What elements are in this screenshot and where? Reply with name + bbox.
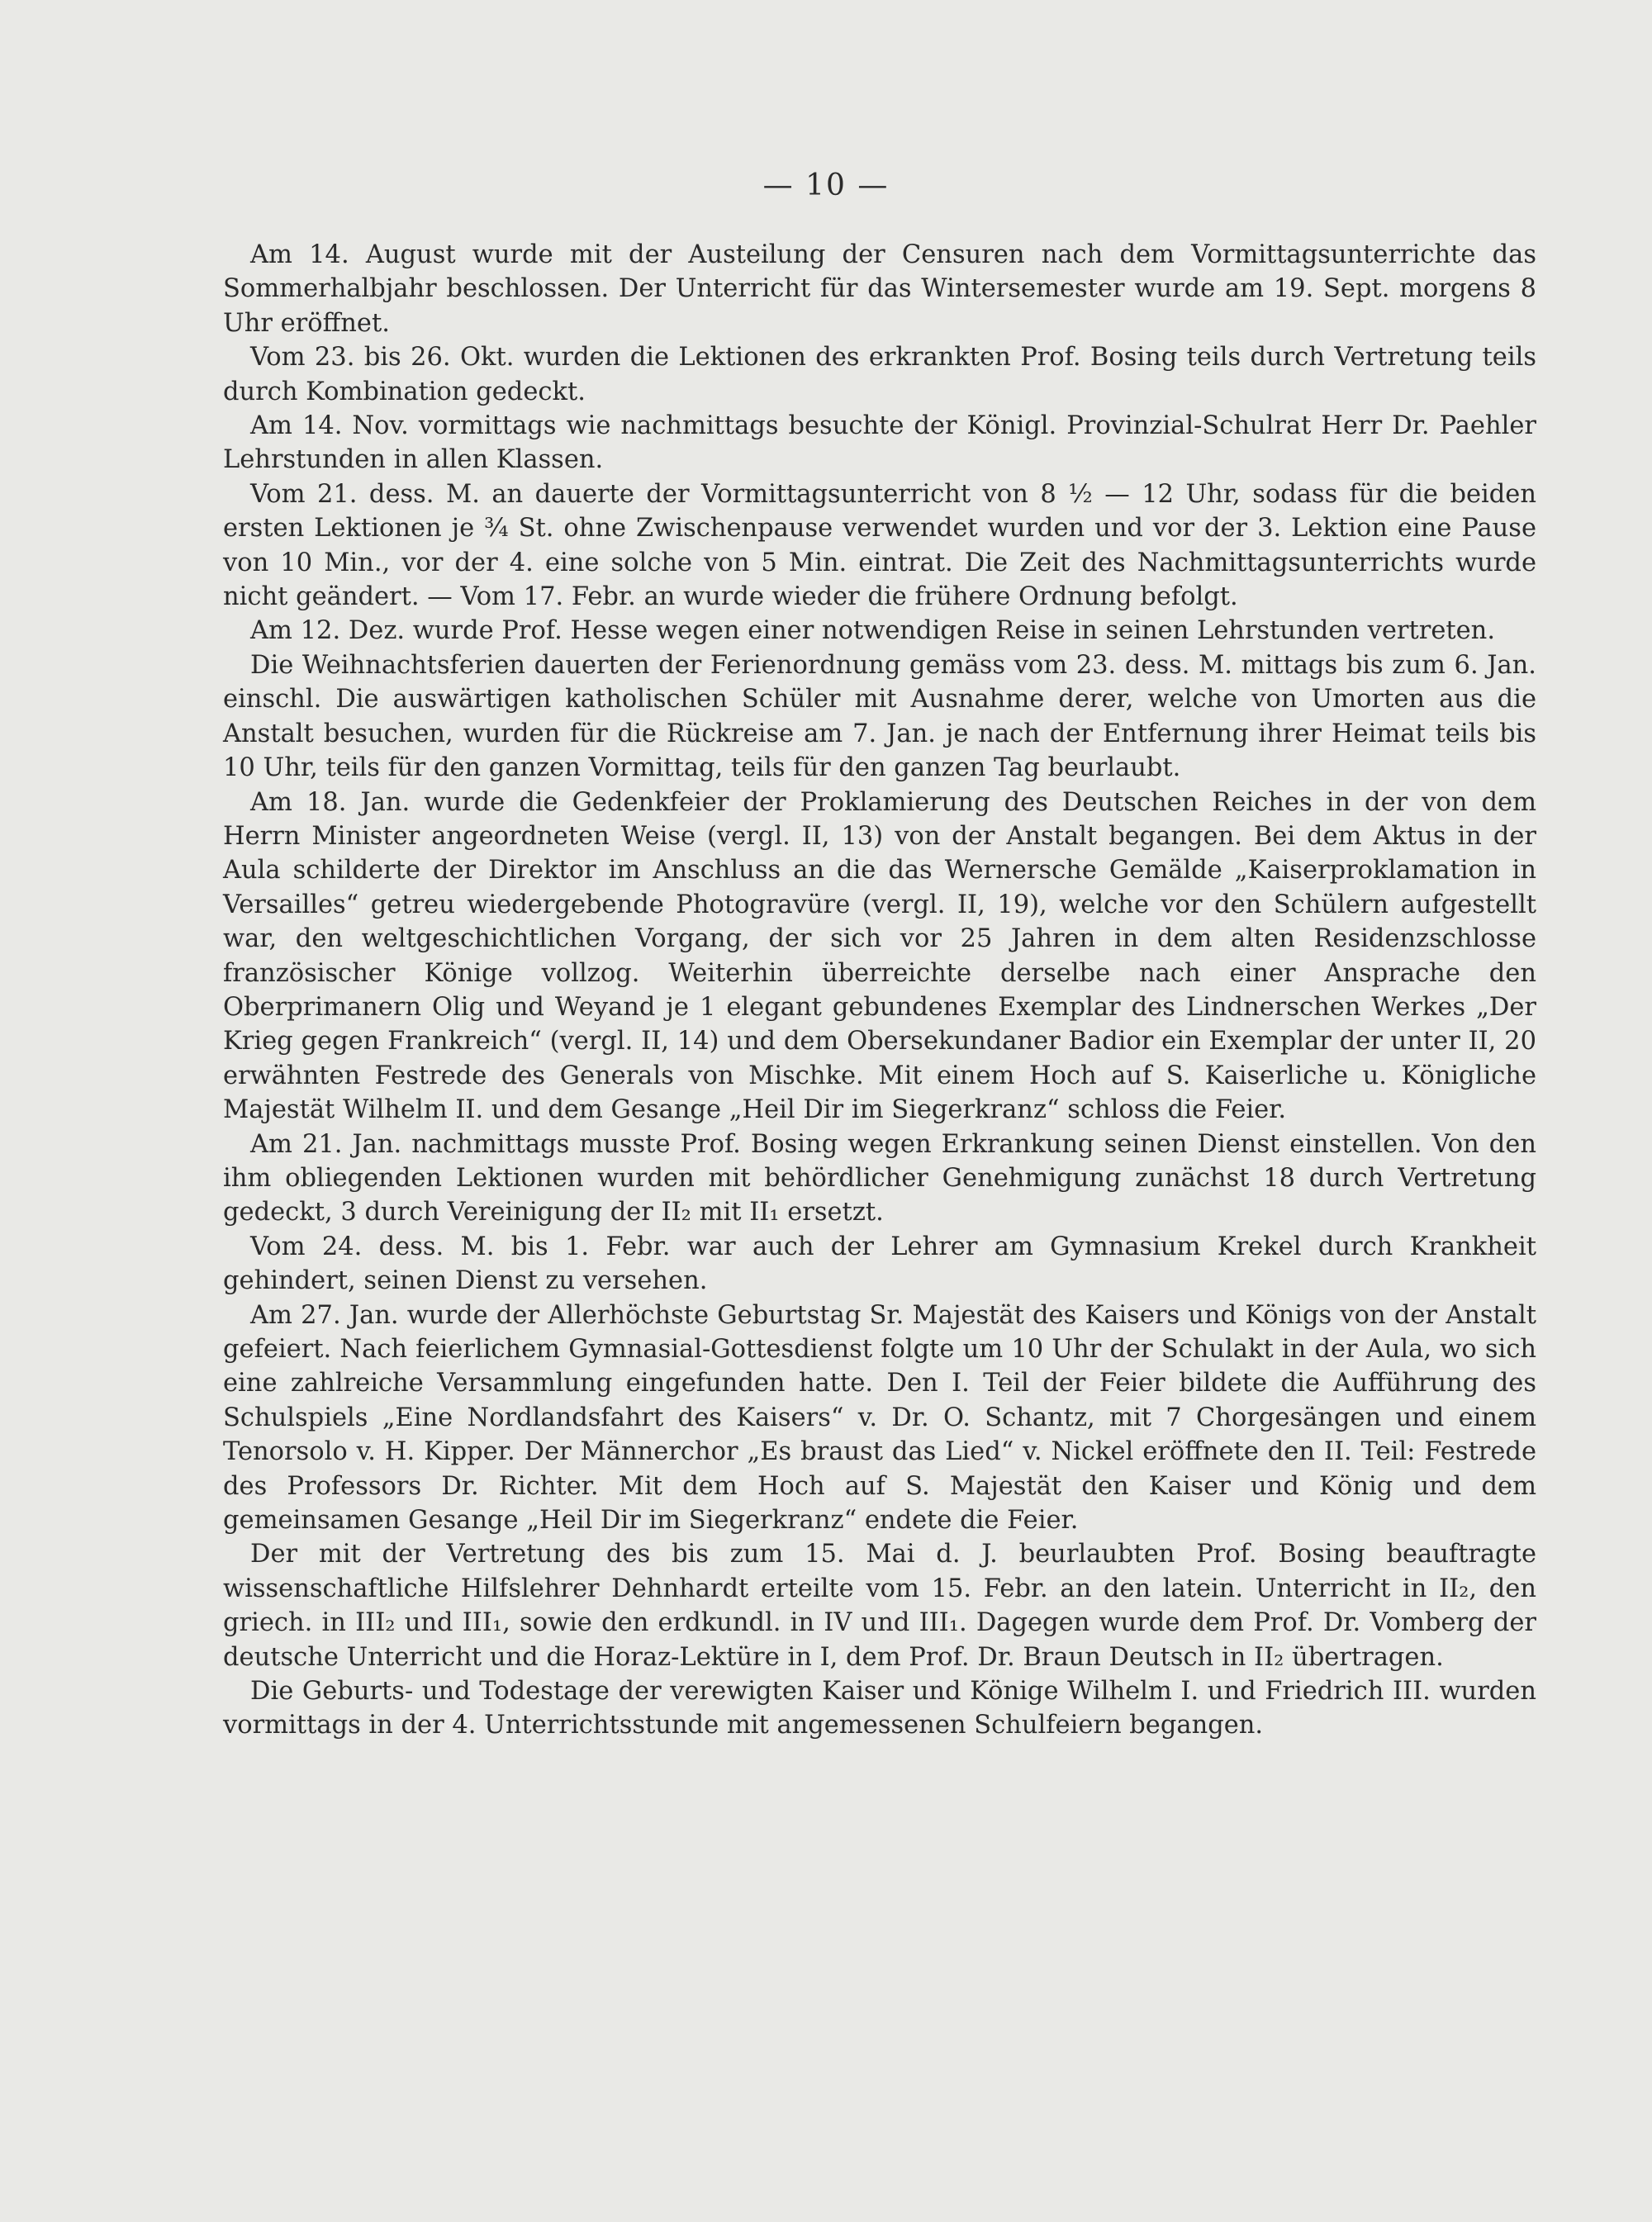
paragraph-january-illness: Am 21. Jan. nachmittags musste Prof. Bosing wegen Erkrankung seinen Dienst einstellen. Von den ihm obliegenden Lektionen wurden mit behördlicher Genehmigung zunächst 18 durch Vertretung gedeckt, 3 durch Vereinigung der II₂ mit II₁ ersetzt. [223, 1129, 1536, 1227]
paragraph-august-census: Am 14. August wurde mit der Austeilung der Censuren nach dem Vormittagsunterrichte das Sommerhalbjahr beschlossen. Der Unterricht für das Wintersemester wurde am 19. Sept. morgens 8 Uhr eröffnet. [223, 240, 1536, 338]
paragraph-morning-schedule: Vom 21. dess. M. an dauerte der Vormittagsunterricht von 8 ½ — 12 Uhr, sodass für die beiden ersten Lektionen je ¾ St. ohne Zwischenpause verwendet wurden und vor der 3. Lektion eine Pause von 10 Min., vor der 4. eine solche von 5 Min. eintrat. Die Zeit des Nachmittagsunterrichts wurde nicht geändert. — Vom 17. Febr. an wurde wieder die frühere Ordnung befolgt. [223, 479, 1536, 612]
paragraph-kaiser-birthday: Am 27. Jan. wurde der Allerhöchste Geburtstag Sr. Majestät des Kaisers und Königs von der Anstalt gefeiert. Nach feierlichem Gymnasial-Gottesdienst folgte um 10 Uhr der Schulakt in der Aula, wo sich eine zahlreiche Versammlung eingefunden hatte. Den I. Teil der Feier bildete die Aufführung des Schulspiels „Eine Nordlandsfahrt des Kaisers“ v. Dr. O. Schantz, mit 7 Chorgesängen und einem Tenorsolo v. H. Kipper. Der Männerchor „Es braust das Lied“ v. Nickel eröffnete den II. Teil: Festrede des Professors Dr. Richter. Mit dem Hoch auf S. Majestät den Kaiser und König und dem gemeinsamen Gesange „Heil Dir im Siegerkranz“ endete die Feier. [223, 1300, 1536, 1536]
paragraph-november-visit: Am 14. Nov. vormittags wie nachmittags besuchte der Königl. Provinzial-Schulrat Herr Dr. Paehler Lehrstunden in allen Klassen. [223, 411, 1536, 475]
paragraph-substitution: Der mit der Vertretung des bis zum 15. Mai d. J. beurlaubten Prof. Bosing beauftragte wissenschaftliche Hilfslehrer Dehnhardt erteilte vom 15. Febr. an den latein. Unterricht in II₂, den griech. in III₂ und III₁, sowie den erdkundl. in IV und III₁. Dagegen wurde dem Prof. Dr. Vomberg der deutsche Unterricht und die Horaz-Lektüre in I, dem Prof. Dr. Braun Deutsch in II₂ übertragen. [223, 1540, 1536, 1672]
paragraph-proclamation-celebration: Am 18. Jan. wurde die Gedenkfeier der Proklamierung des Deutschen Reiches in der von dem Herrn Minister angeordneten Weise (vergl. II, 13) von der Anstalt begangen. Bei dem Aktus in der Aula schilderte der Direktor im Anschluss an die das Wernersche Gemälde „Kaiserproklamation in Versailles“ getreu wiedergebende Photogravüre (vergl. II, 19), welche vor den Schülern aufgestellt war, den weltgeschichtlichen Vorgang, der sich vor 25 Jahren in dem alten Residenzschlosse französischer Könige vollzog. Weiterhin überreichte derselbe nach einer Ansprache den Oberprimanern Olig und Weyand je 1 elegant gebundenes Exemplar des Lindnerschen Werkes „Der Krieg gegen Frankreich“ (vergl. II, 14) und dem Obersekundaner Badior ein Exemplar der unter II, 20 erwähnten Festrede des Generals von Mischke. Mit einem Hoch auf S. Kaiserliche u. Königliche Majestät Wilhelm II. und dem Gesange „Heil Dir im Siegerkranz“ schloss die Feier. [223, 787, 1536, 1125]
body-text [223, 238, 1536, 1743]
paragraph-october-illness: Vom 23. bis 26. Okt. wurden die Lektionen des erkrankten Prof. Bosing teils durch Vertretung teils durch Kombination gedeckt. [223, 343, 1536, 406]
paragraph-memorial-days: Die Geburts- und Todestage der verewigten Kaiser und Könige Wilhelm I. und Friedrich III. wurden vormittags in der 4. Unterrichtsstunde mit angemessenen Schulfeiern begangen. [223, 1677, 1536, 1740]
page-number: — 10 — [762, 169, 890, 202]
paragraph-krekel-illness: Vom 24. dess. M. bis 1. Febr. war auch der Lehrer am Gymnasium Krekel durch Krankheit gehindert, seinen Dienst zu versehen. [223, 1232, 1536, 1296]
paragraph-christmas-holidays: Die Weihnachtsferien dauerten der Ferienordnung gemäss vom 23. dess. M. mittags bis zum 6. Jan. einschl. Die auswärtigen katholischen Schüler mit Ausnahme derer, welche von Umorten aus die Anstalt besuchen, wurden für die Rückreise am 7. Jan. je nach der Entfernung ihrer Heimat teils bis 10 Uhr, teils für den ganzen Vormittag, teils für den ganzen Tag beurlaubt. [223, 650, 1536, 783]
paragraph-december-travel: Am 12. Dez. wurde Prof. Hesse wegen einer notwendigen Reise in seinen Lehrstunden vertreten. [250, 616, 1496, 646]
